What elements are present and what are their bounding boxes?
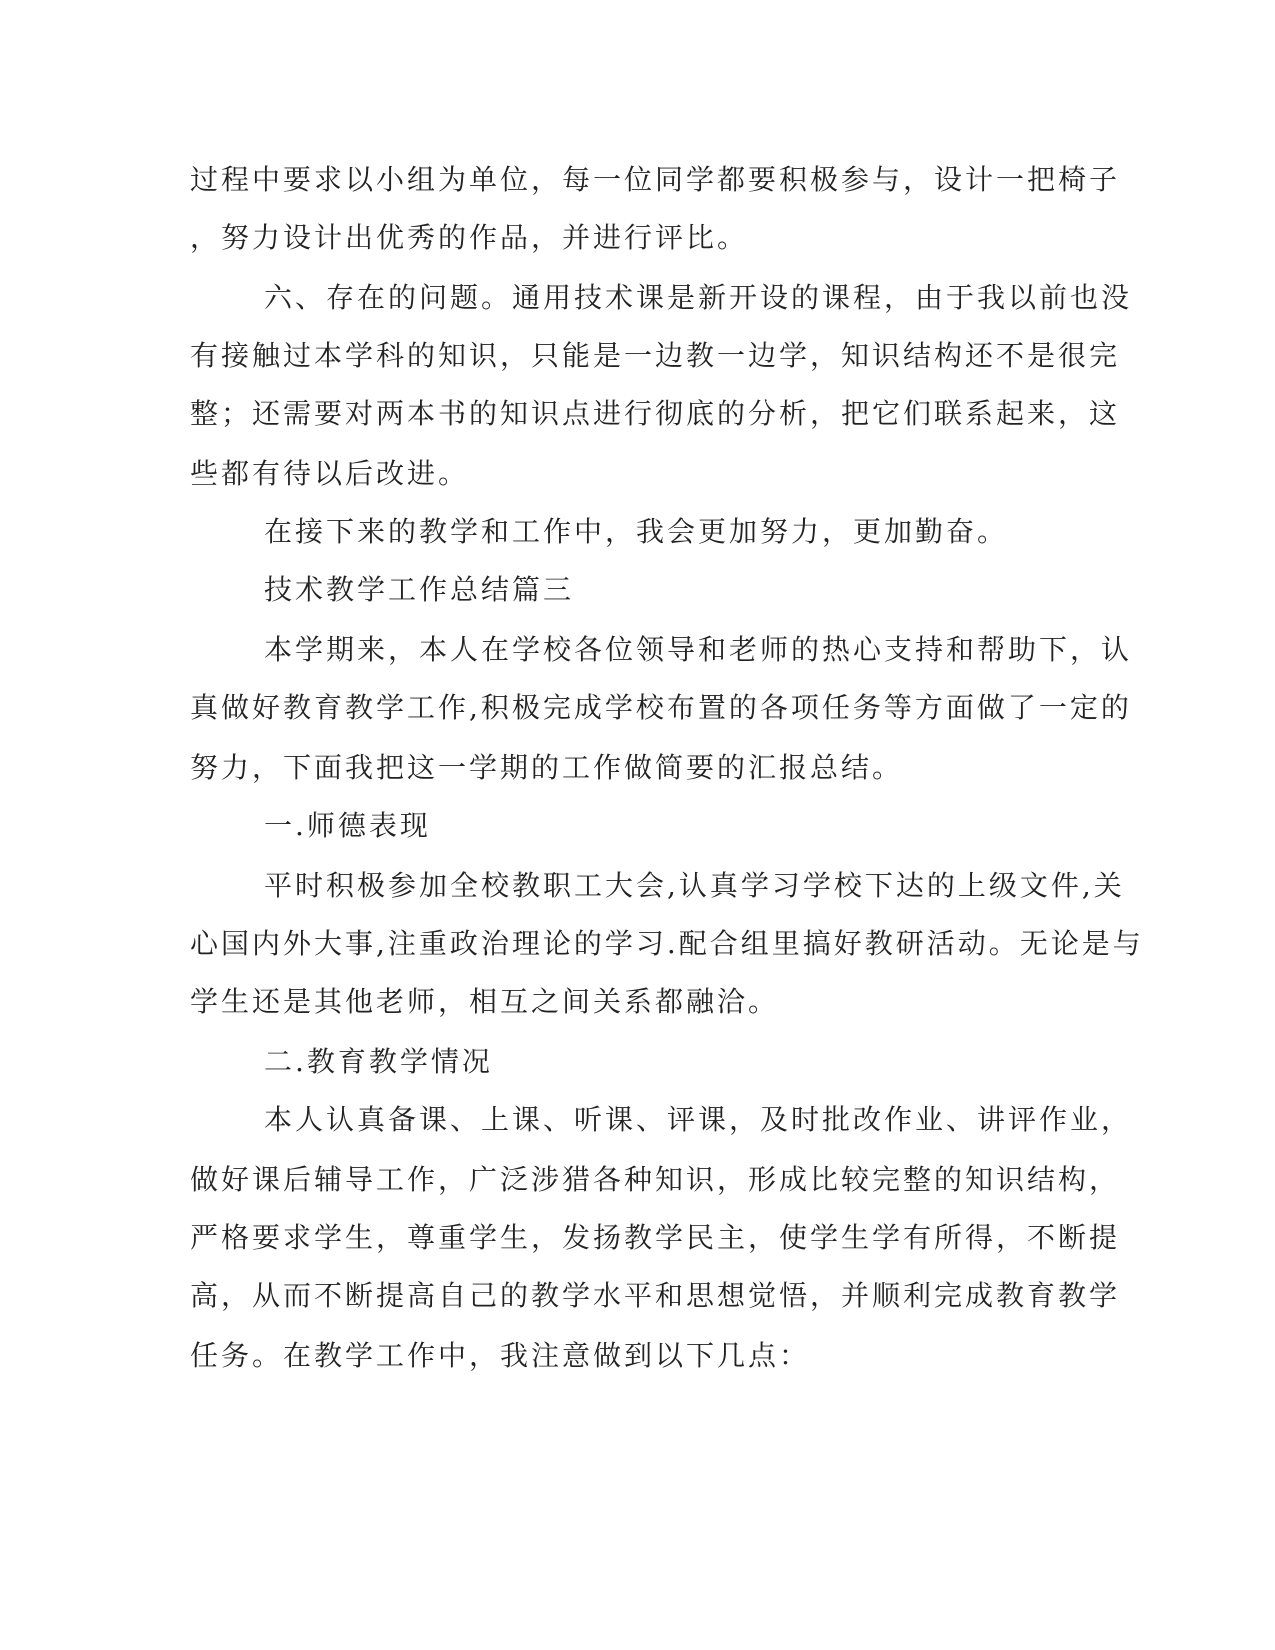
text-line: 在接下来的教学和工作中，我会更加努力，更加勤奋。 xyxy=(264,515,1009,548)
text-line: 任务。在教学工作中，我注意做到以下几点： xyxy=(190,1339,811,1372)
text-line: 真做好教育教学工作,积极完成学校布置的各项任务等方面做了一定的 xyxy=(190,691,1132,724)
text-line: 本学期来，本人在学校各位领导和老师的热心支持和帮助下，认 xyxy=(264,633,1133,666)
text-line: 高，从而不断提高自己的教学水平和思想觉悟，并顺利完成教育教学 xyxy=(190,1279,1121,1312)
text-line: ，努力设计出优秀的作品，并进行评比。 xyxy=(190,221,749,254)
text-line: 整；还需要对两本书的知识点进行彻底的分析，把它们联系起来，这 xyxy=(190,397,1121,430)
text-line: 些都有待以后改进。 xyxy=(190,457,470,490)
text-line: 努力，下面我把这一学期的工作做简要的汇报总结。 xyxy=(190,751,904,784)
text-line: 做好课后辅导工作，广泛涉猎各种知识，形成比较完整的知识结构， xyxy=(190,1163,1121,1196)
text-line: 六、存在的问题。通用技术课是新开设的课程，由于我以前也没 xyxy=(264,281,1133,314)
text-line: 有接触过本学科的知识，只能是一边教一边学，知识结构还不是很完 xyxy=(190,339,1121,372)
text-line: 平时积极参加全校教职工大会,认真学习学校下达的上级文件,关 xyxy=(264,869,1125,902)
text-line: 学生还是其他老师，相互之间关系都融洽。 xyxy=(190,985,780,1018)
text-line: 本人认真备课、上课、听课、评课，及时批改作业、讲评作业， xyxy=(264,1103,1133,1136)
text-line: 心国内外大事,注重政治理论的学习.配合组里搞好教研活动。无论是与 xyxy=(190,927,1144,960)
subsection-heading: 二.教育教学情况 xyxy=(264,1045,493,1078)
text-line: 严格要求学生，尊重学生，发扬教学民主，使学生学有所得，不断提 xyxy=(190,1221,1121,1254)
subsection-heading: 一.师德表现 xyxy=(264,809,431,842)
text-line: 过程中要求以小组为单位，每一位同学都要积极参与，设计一把椅子 xyxy=(190,163,1121,196)
section-heading: 技术教学工作总结篇三 xyxy=(264,573,575,606)
